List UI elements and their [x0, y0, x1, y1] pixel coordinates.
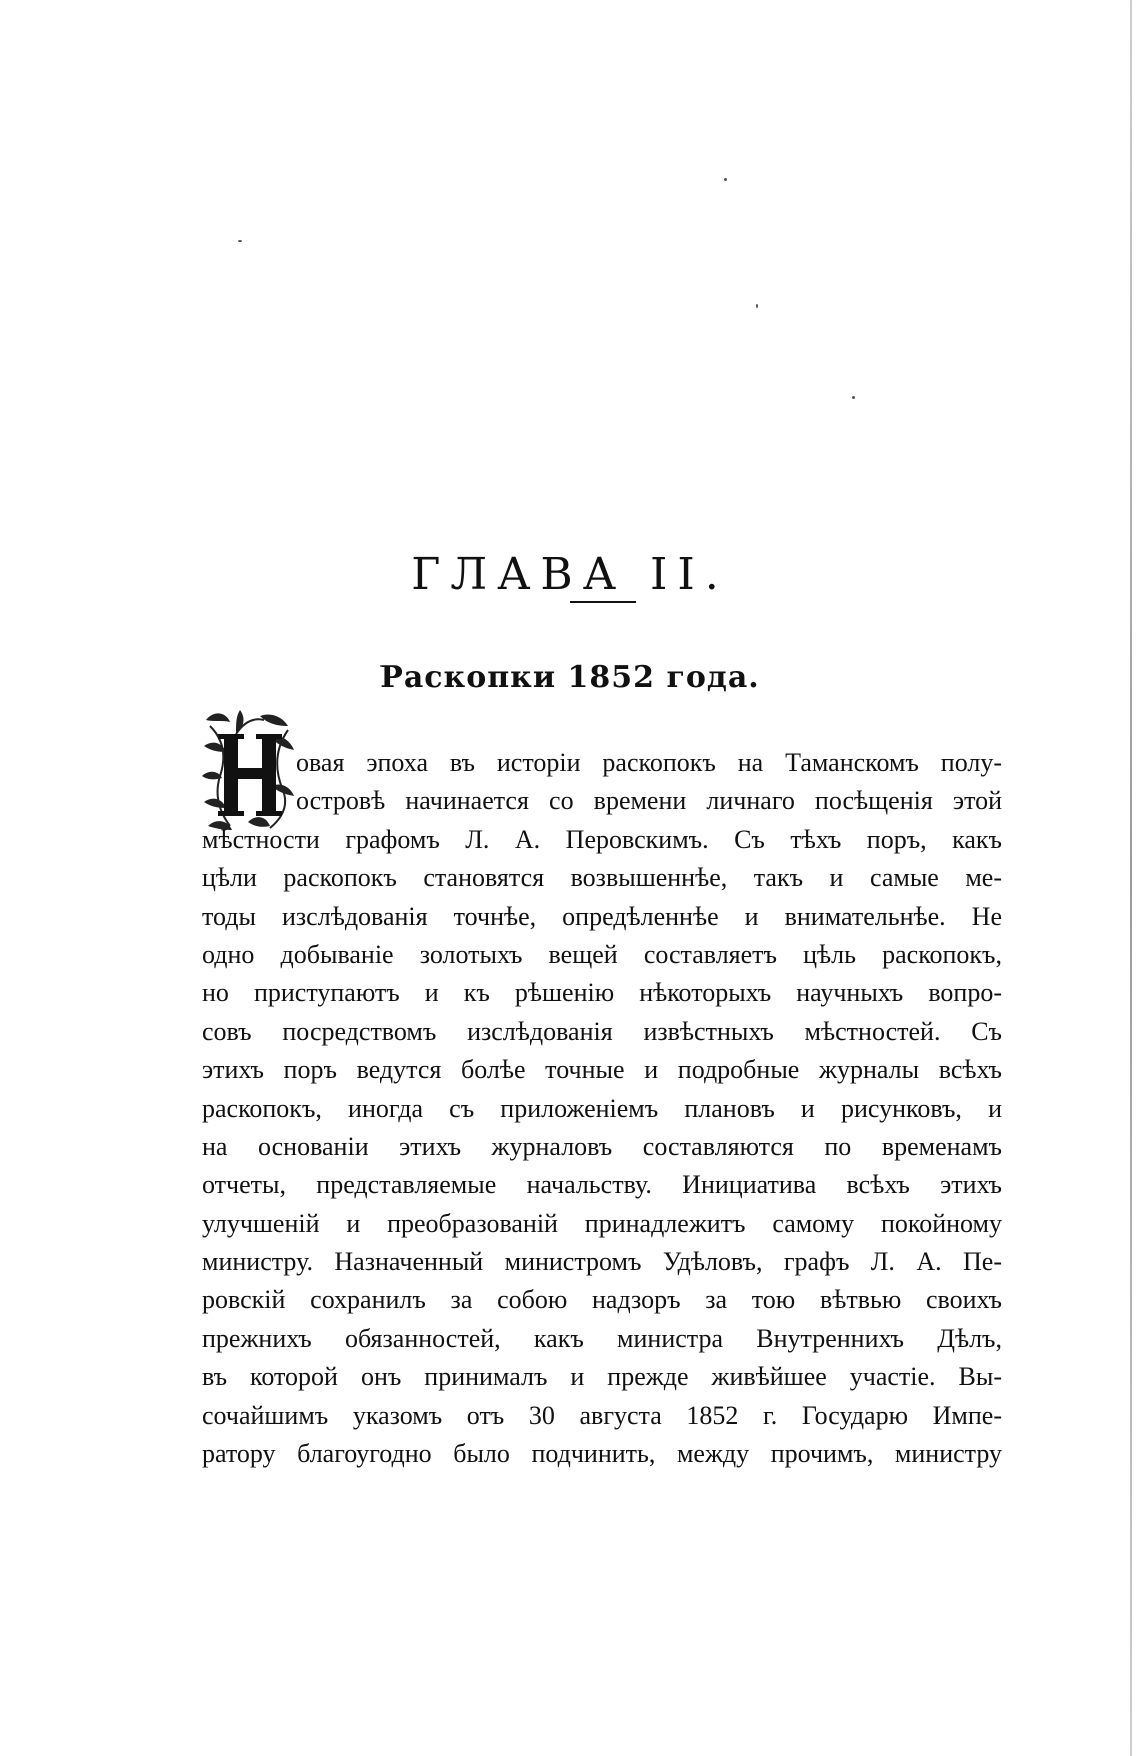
text-line: отчеты, представляемые начальству. Инициатива всѣхъ этихъ [202, 1170, 1002, 1200]
print-speck [724, 178, 727, 181]
heading-rule [570, 601, 636, 603]
text-line: этихъ поръ ведутся болѣе точные и подробные журналы всѣхъ [202, 1055, 1002, 1085]
text-line: прежнихъ обязанностей, какъ министра Внутреннихъ Дѣлъ, [202, 1323, 1002, 1353]
chapter-heading: ГЛАВА II. [411, 549, 729, 601]
text-line: въ которой онъ принималъ и прежде живѣйшее участіе. Вы- [202, 1362, 1002, 1392]
print-speck [238, 240, 242, 242]
text-line: ратору благоугодно было подчинить, между прочимъ, министру [202, 1439, 1002, 1469]
text-line: одно добываніе золотыхъ вещей составляетъ цѣль раскопокъ, [202, 939, 1002, 969]
print-speck [852, 396, 855, 399]
text-line: мѣстности графомъ Л. А. Перовскимъ. Съ тѣхъ поръ, какъ [202, 824, 1002, 854]
text-line: раскопокъ, иногда съ приложеніемъ плановъ и рисунковъ, и [202, 1093, 1002, 1123]
text-line: министру. Назначенный министромъ Удѣловъ, графъ Л. А. Пе- [202, 1247, 1002, 1277]
section-title: Раскопки 1852 года. [380, 659, 760, 695]
text-line: на основаніи этихъ журналовъ составляются по временамъ [202, 1131, 1002, 1161]
text-line: ровскій сохранилъ за собою надзоръ за тою вѣтвью своихъ [202, 1285, 1002, 1315]
page-edge-line [1130, 0, 1132, 1756]
text-line: островѣ начинается со времени личнаго посѣщенія этой [296, 786, 1002, 816]
text-line: совъ посредствомъ изслѣдованія извѣстныхъ мѣстностей. Съ [202, 1016, 1002, 1046]
text-line: цѣли раскопокъ становятся возвышеннѣе, такъ и самые ме- [202, 863, 1002, 893]
text-line: сочайшимъ указомъ отъ 30 августа 1852 г. Государю Импе- [202, 1400, 1002, 1430]
text-line: тоды изслѣдованія точнѣе, опредѣленнѣе и внимательнѣе. Не [202, 901, 1002, 931]
text-line: овая эпоха въ исторіи раскопокъ на Таманскомъ полу- [296, 748, 1002, 777]
text-line: улучшеній и преобразованій принадлежитъ самому покойному [202, 1208, 1002, 1238]
print-speck [756, 304, 758, 308]
body-paragraph [202, 744, 1002, 1473]
text-line: но приступаютъ и къ рѣшенію нѣкоторыхъ научныхъ вопро- [202, 978, 1002, 1008]
